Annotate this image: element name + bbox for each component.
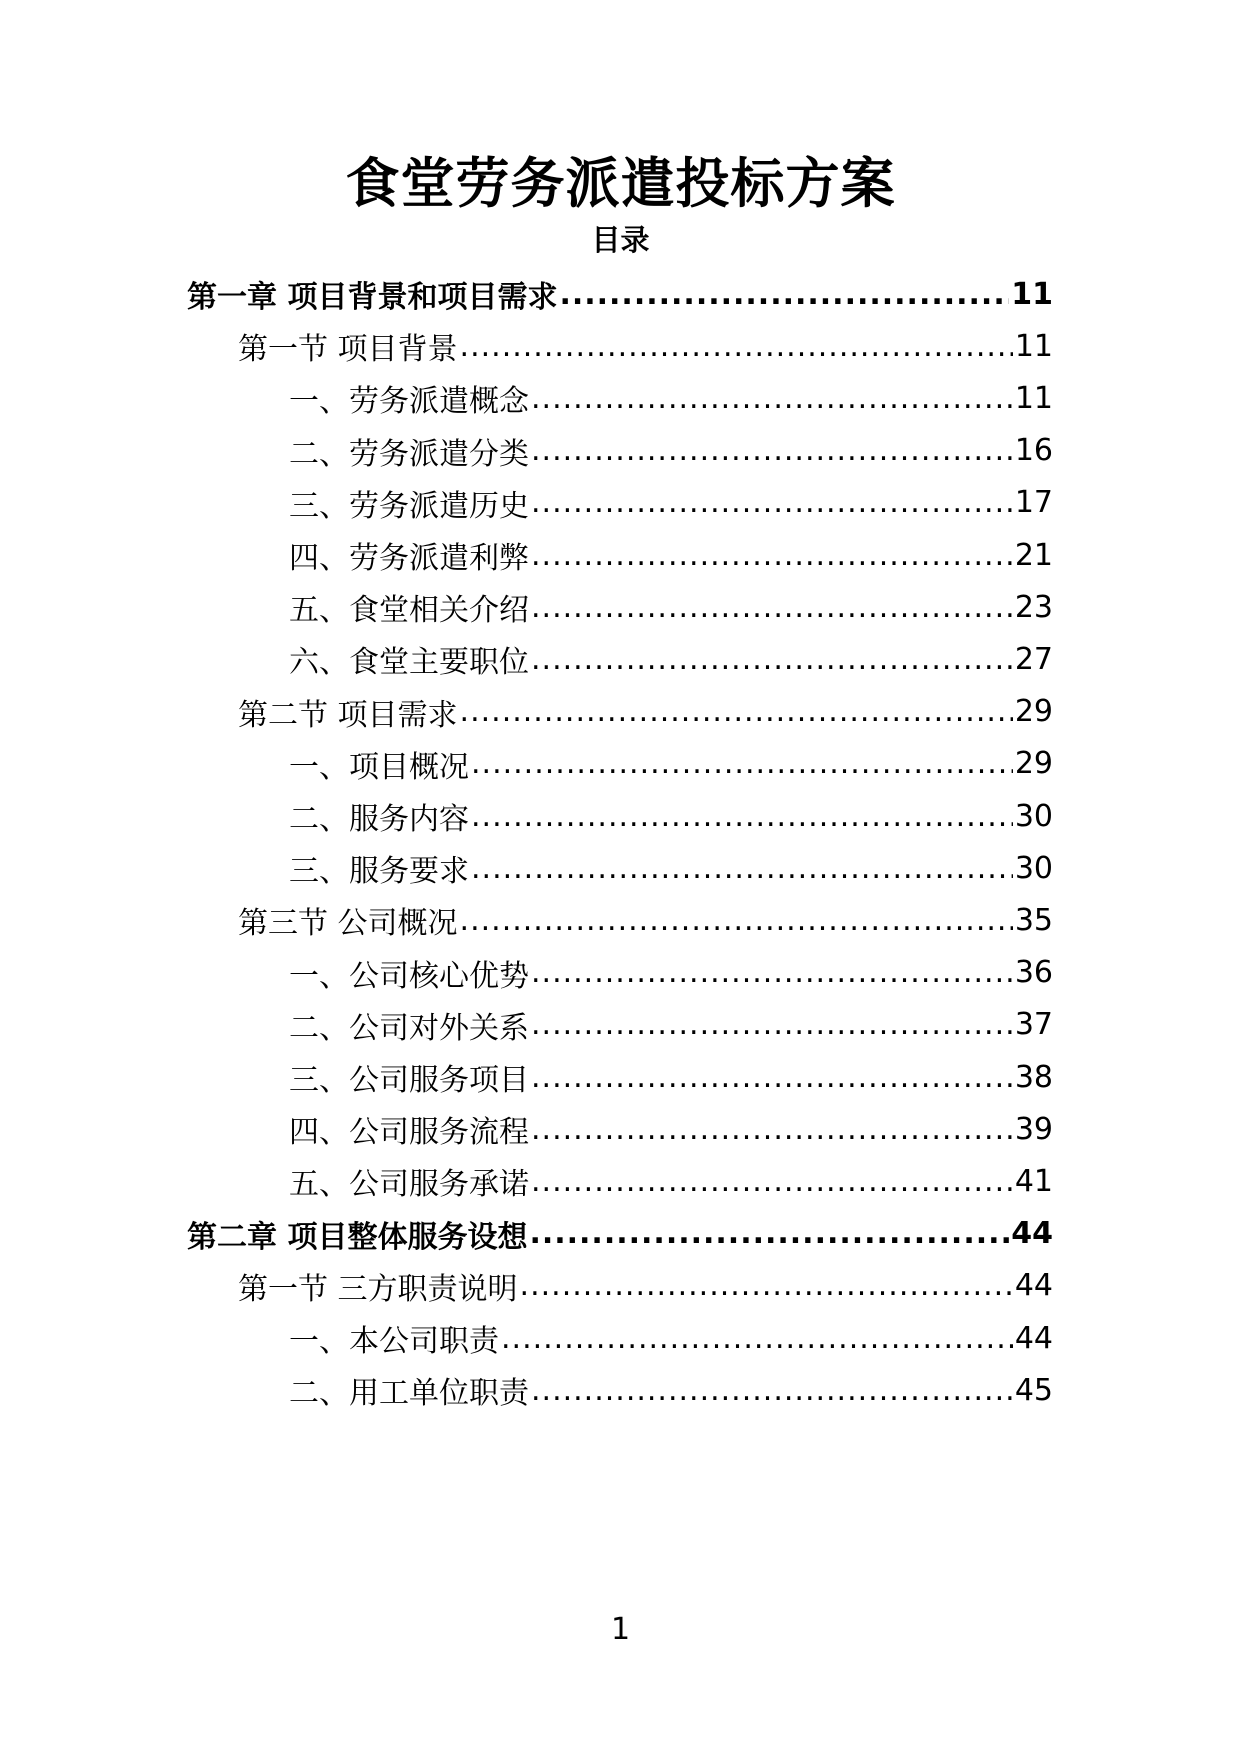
toc-entry-page: 30 [1014, 798, 1053, 834]
toc-entry[interactable] [238, 891, 1053, 949]
toc-entry[interactable] [289, 474, 1053, 532]
toc-entry-page: 11 [1014, 328, 1053, 364]
toc-entry[interactable] [238, 1257, 1053, 1315]
toc-dot-leader [559, 277, 1009, 312]
toc-entry-title: 一、公司核心优势 [289, 958, 529, 994]
toc-entry[interactable] [289, 787, 1053, 845]
toc-entry[interactable] [289, 578, 1053, 636]
toc-entry[interactable] [289, 422, 1053, 480]
toc-entry[interactable] [289, 369, 1053, 427]
toc-entry[interactable] [238, 317, 1053, 375]
toc-entry-page: 41 [1014, 1163, 1053, 1199]
toc-entry-page: 16 [1014, 433, 1053, 469]
toc-entry-title: 一、本公司职责 [289, 1324, 499, 1359]
toc-entry-page: 37 [1014, 1007, 1053, 1043]
toc-entry-title: 一、项目概况 [289, 749, 469, 785]
toc-entry-page: 30 [1014, 850, 1053, 886]
toc-dot-leader [501, 1321, 1013, 1356]
toc-entry-title: 三、服务要求 [289, 854, 469, 890]
toc-entry-title: 二、公司对外关系 [289, 1010, 529, 1046]
toc-dot-leader [531, 1060, 1013, 1095]
page-number: 1 [610, 1612, 631, 1647]
toc-entry[interactable] [289, 944, 1053, 1002]
toc-entry-page: 38 [1014, 1059, 1053, 1095]
toc-entry-title: 第二节 项目需求 [238, 697, 458, 733]
toc-entry[interactable] [238, 683, 1053, 741]
toc-entry[interactable] [289, 1361, 1053, 1419]
toc-dot-leader [531, 1373, 1013, 1408]
toc-entry[interactable] [289, 526, 1053, 584]
toc-dot-leader [471, 746, 1013, 781]
toc-entry-page: 45 [1014, 1372, 1053, 1408]
toc-entry[interactable] [187, 1205, 1053, 1263]
toc-dot-leader [471, 799, 1013, 834]
toc-entry-title: 四、劳务派遣利弊 [289, 541, 529, 576]
toc-entry-title: 第二章 项目整体服务设想 [187, 1219, 528, 1255]
toc-entry[interactable] [289, 839, 1053, 897]
toc-dot-leader [531, 1164, 1013, 1199]
toc-entry[interactable] [289, 735, 1053, 793]
toc-entry-title: 二、服务内容 [289, 802, 469, 837]
toc-entry[interactable] [289, 1048, 1053, 1106]
toc-entry-page: 44 [1014, 1320, 1053, 1356]
toc-entry-title: 三、劳务派遣历史 [289, 488, 529, 524]
toc-entry[interactable] [187, 265, 1053, 323]
toc-dot-leader [531, 1112, 1013, 1147]
toc-dot-leader [531, 955, 1013, 990]
toc-entry-page: 27 [1014, 641, 1053, 677]
toc-dot-leader [531, 1007, 1013, 1042]
toc-dot-leader [531, 590, 1013, 625]
toc-entry-title: 第一节 三方职责说明 [238, 1271, 518, 1307]
toc-entry-title: 一、劳务派遣概念 [289, 384, 529, 420]
toc-heading: 目录 [591, 223, 650, 257]
toc-entry-page: 36 [1014, 955, 1053, 991]
toc-entry-page: 44 [1014, 1268, 1053, 1304]
document-title: 食堂劳务派遣投标方案 [345, 152, 896, 215]
toc-dot-leader [531, 433, 1013, 468]
toc-entry[interactable] [289, 1100, 1053, 1158]
toc-dot-leader [460, 903, 1013, 938]
toc-entry[interactable] [289, 1309, 1053, 1367]
toc-entry-title: 第三节 公司概况 [238, 906, 458, 942]
toc-dot-leader [471, 851, 1013, 886]
toc-entry-page: 11 [1011, 276, 1053, 312]
toc-entry-page: 21 [1014, 537, 1053, 573]
toc-dot-leader [460, 694, 1013, 729]
toc-entry-title: 第一节 项目背景 [238, 332, 458, 368]
toc-dot-leader [529, 1216, 1009, 1251]
toc-entry-page: 29 [1014, 694, 1053, 730]
toc-dot-leader [531, 381, 1013, 416]
toc-dot-leader [531, 538, 1013, 573]
toc-entry[interactable] [289, 996, 1053, 1054]
toc-entry-title: 第一章 项目背景和项目需求 [187, 280, 558, 315]
toc-entry-title: 二、用工单位职责 [289, 1376, 529, 1412]
toc-entry-page: 17 [1014, 485, 1053, 521]
toc-entry-title: 六、食堂主要职位 [289, 645, 529, 681]
toc-entry-title: 五、食堂相关介绍 [289, 593, 529, 629]
toc-entry-page: 39 [1014, 1111, 1053, 1147]
toc-entry-page: 23 [1014, 589, 1053, 625]
toc-entry-page: 11 [1014, 380, 1053, 416]
toc-entry-title: 五、公司服务承诺 [289, 1167, 529, 1203]
toc-entry-page: 29 [1014, 746, 1053, 782]
toc-entry[interactable] [289, 1152, 1053, 1210]
toc-dot-leader [460, 329, 1013, 364]
toc-dot-leader [531, 642, 1013, 677]
toc-dot-leader [531, 485, 1013, 520]
toc-entry-page: 35 [1014, 902, 1053, 938]
toc-entry-page: 44 [1011, 1216, 1053, 1252]
toc-entry-title: 二、劳务派遣分类 [289, 436, 529, 472]
toc-entry-title: 四、公司服务流程 [289, 1115, 529, 1151]
toc-dot-leader [520, 1268, 1013, 1303]
toc-entry-title: 三、公司服务项目 [289, 1063, 529, 1098]
toc-entry[interactable] [289, 630, 1053, 688]
